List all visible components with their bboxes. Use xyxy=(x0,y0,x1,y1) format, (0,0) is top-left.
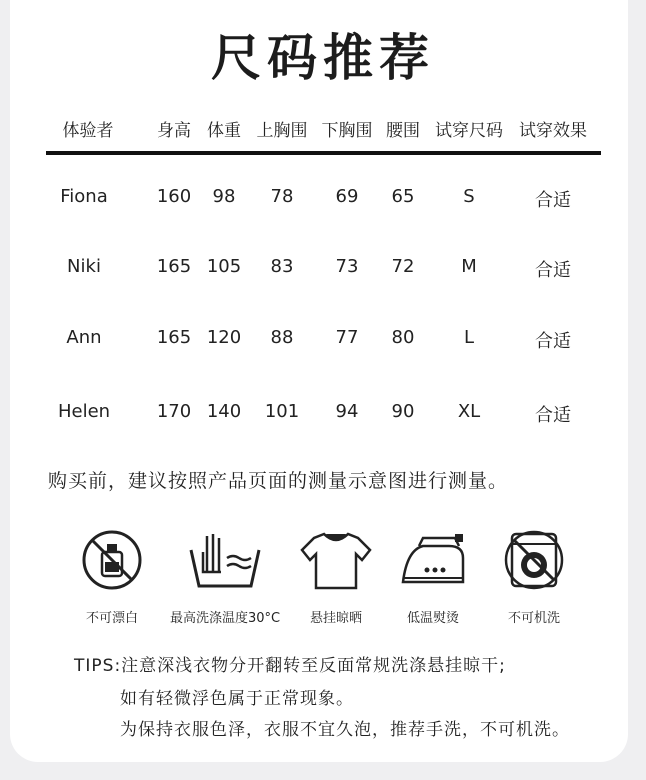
cell-name: Ann xyxy=(66,327,102,348)
care-label: 低温熨烫 xyxy=(406,611,460,626)
tips-line-2: 如有轻微浮色属于正常现象。 xyxy=(120,689,354,709)
header-upper-bust: 上胸围 xyxy=(256,121,308,141)
cell-waist: 72 xyxy=(391,256,415,277)
cell-height: 165 xyxy=(156,256,192,277)
header-height: 身高 xyxy=(157,121,191,141)
cell-fit: 合适 xyxy=(535,260,571,281)
cell-upper-bust: 101 xyxy=(264,401,300,422)
cell-under-bust: 77 xyxy=(335,327,359,348)
care-label: 不可机洗 xyxy=(507,611,561,626)
header-under-bust: 下胸围 xyxy=(321,121,373,141)
cell-weight: 98 xyxy=(212,186,236,207)
hang-dry-shirt-icon xyxy=(296,528,376,592)
cell-height: 165 xyxy=(156,327,192,348)
header-tester: 体验者 xyxy=(62,121,114,141)
care-label: 最高洗涤温度30°C xyxy=(169,611,281,626)
cell-waist: 65 xyxy=(391,186,415,207)
cell-upper-bust: 88 xyxy=(270,327,294,348)
cell-name: Helen xyxy=(57,401,111,422)
header-size: 试穿尺码 xyxy=(435,121,503,141)
header-divider xyxy=(46,151,601,155)
cell-under-bust: 69 xyxy=(335,186,359,207)
cell-weight: 120 xyxy=(206,327,242,348)
cell-size: XL xyxy=(457,401,481,422)
no-machine-wash-icon xyxy=(494,528,574,592)
tips-line-1: TIPS:注意深浅衣物分开翻转至反面常规洗涤悬挂晾干; xyxy=(74,656,506,676)
cell-upper-bust: 78 xyxy=(270,186,294,207)
cell-fit: 合适 xyxy=(535,190,571,211)
no-bleach-icon xyxy=(72,528,152,592)
cell-size: L xyxy=(463,327,475,348)
cell-weight: 140 xyxy=(206,401,242,422)
cell-fit: 合适 xyxy=(535,331,571,352)
measurement-note: 购买前，建议按照产品页面的测量示意图进行测量。 xyxy=(48,470,509,492)
care-label: 悬挂晾晒 xyxy=(309,611,363,626)
cell-fit: 合适 xyxy=(535,405,571,426)
cell-under-bust: 73 xyxy=(335,256,359,277)
cell-name: Niki xyxy=(67,256,101,277)
page-title: 尺码推荐 xyxy=(211,29,435,87)
care-label: 不可漂白 xyxy=(85,611,139,626)
cell-size: M xyxy=(461,256,477,277)
cell-under-bust: 94 xyxy=(335,401,359,422)
header-weight: 体重 xyxy=(207,121,241,141)
cell-size: S xyxy=(463,186,475,207)
cell-waist: 90 xyxy=(391,401,415,422)
cell-height: 160 xyxy=(156,186,192,207)
iron-low-heat-icon xyxy=(393,528,473,592)
content-card xyxy=(10,0,628,762)
tips-line-3: 为保持衣服色泽，衣服不宜久泡，推荐手洗，不可机洗。 xyxy=(120,720,570,740)
cell-upper-bust: 83 xyxy=(270,256,294,277)
hand-wash-basin-icon xyxy=(185,528,265,592)
header-fit: 试穿效果 xyxy=(519,121,587,141)
cell-name: Fiona xyxy=(60,186,108,207)
cell-waist: 80 xyxy=(391,327,415,348)
cell-height: 170 xyxy=(156,401,192,422)
cell-weight: 105 xyxy=(206,256,242,277)
header-waist: 腰围 xyxy=(386,121,420,141)
